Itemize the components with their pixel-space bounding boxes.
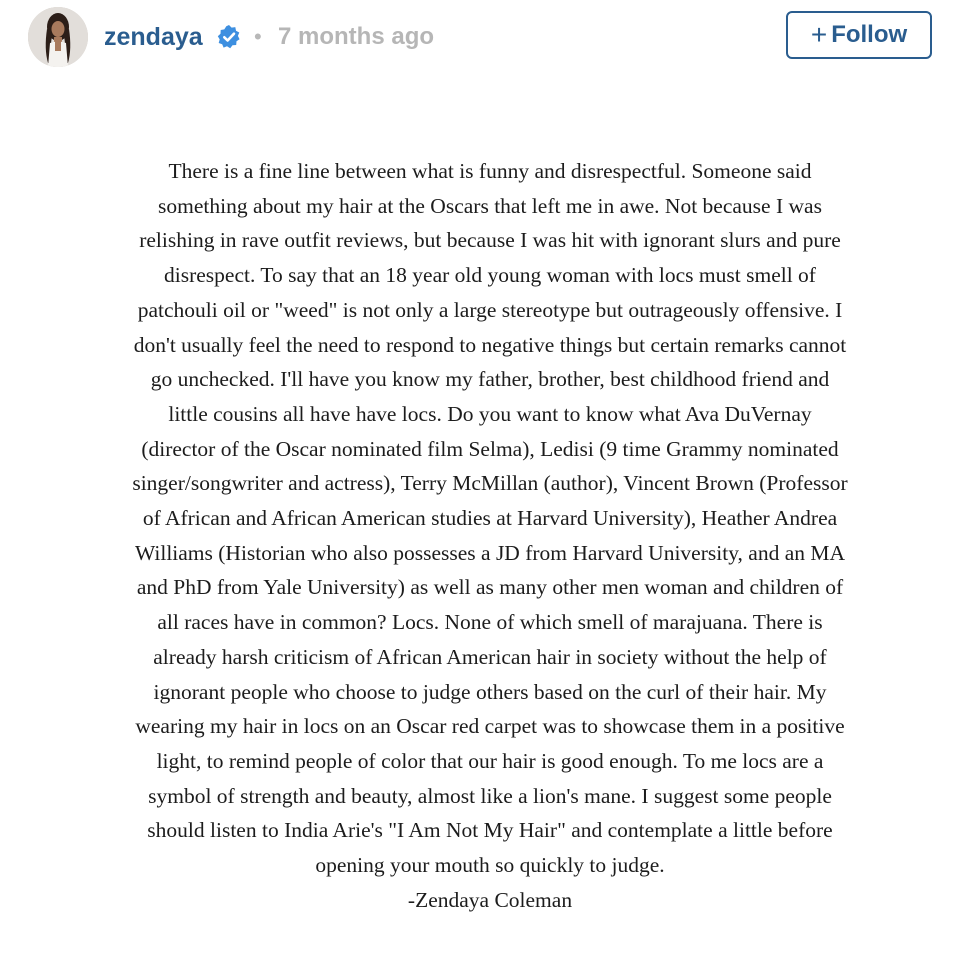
timestamp[interactable]: 7 months ago	[278, 23, 435, 50]
statement-line: of African and African American studies at Harvard University), Heather Andrea	[142, 506, 838, 531]
statement-line: disrespect. To say that an 18 year old young woman with locs must smell of	[164, 263, 816, 288]
plus-icon: +	[810, 19, 828, 50]
follow-label: Follow	[831, 21, 908, 48]
statement-line: little cousins all have have locs. Do you want to know what Ava DuVernay	[168, 401, 812, 426]
post-header	[0, 0, 980, 80]
statement-line: should listen to India Arie's "I Am Not My Hair" and contemplate a little before	[147, 818, 833, 843]
statement-line: wearing my hair in locs on an Oscar red carpet was to showcase them in a positive	[135, 714, 845, 739]
statement-signature: -Zendaya Coleman	[407, 887, 573, 912]
statement-line: ignorant people who choose to judge others based on the curl of their hair. My	[153, 679, 827, 704]
avatar[interactable]	[28, 7, 88, 67]
statement-line: Williams (Historian who also possesses a JD from Harvard University, and an MA	[134, 540, 846, 565]
statement-line: patchouli oil or "weed" is not only a large stereotype but outrageously offensive. I	[137, 297, 843, 322]
separator-dot: •	[254, 24, 262, 49]
statement-line: singer/songwriter and actress), Terry McMillan (author), Vincent Brown (Professor	[132, 471, 848, 496]
statement-line: There is a fine line between what is funny and disrespectful. Someone said	[168, 159, 812, 183]
statement-line: light, to remind people of color that our hair is good enough. To me locs are a	[156, 748, 824, 773]
statement-line: don't usually feel the need to respond to negative things but certain remarks cannot	[133, 332, 847, 357]
statement-image	[60, 154, 920, 917]
statement-line: (director of the Oscar nominated film Selma), Ledisi (9 time Grammy nominated	[141, 436, 839, 461]
verified-badge-icon	[216, 24, 242, 50]
statement-line: opening your mouth so quickly to judge.	[315, 853, 665, 878]
username-link[interactable]: zendaya	[104, 23, 203, 51]
statement-line: and PhD from Yale University) as well as many other men woman and children of	[136, 575, 844, 600]
statement-line: something about my hair at the Oscars that left me in awe. Not because I was	[158, 193, 822, 218]
statement-line: all races have in common? Locs. None of which smell of marajuana. There is	[157, 610, 823, 635]
statement-line: relishing in rave outfit reviews, but because I was hit with ignorant slurs and pure	[139, 228, 841, 253]
statement-line: symbol of strength and beauty, almost like a lion's mane. I suggest some people	[148, 783, 832, 808]
follow-button[interactable]	[786, 11, 932, 59]
statement-line: go unchecked. I'll have you know my father, brother, best childhood friend and	[150, 367, 830, 392]
statement-line: already harsh criticism of African American hair in society without the help of	[153, 644, 827, 669]
avatar-image	[28, 7, 88, 67]
